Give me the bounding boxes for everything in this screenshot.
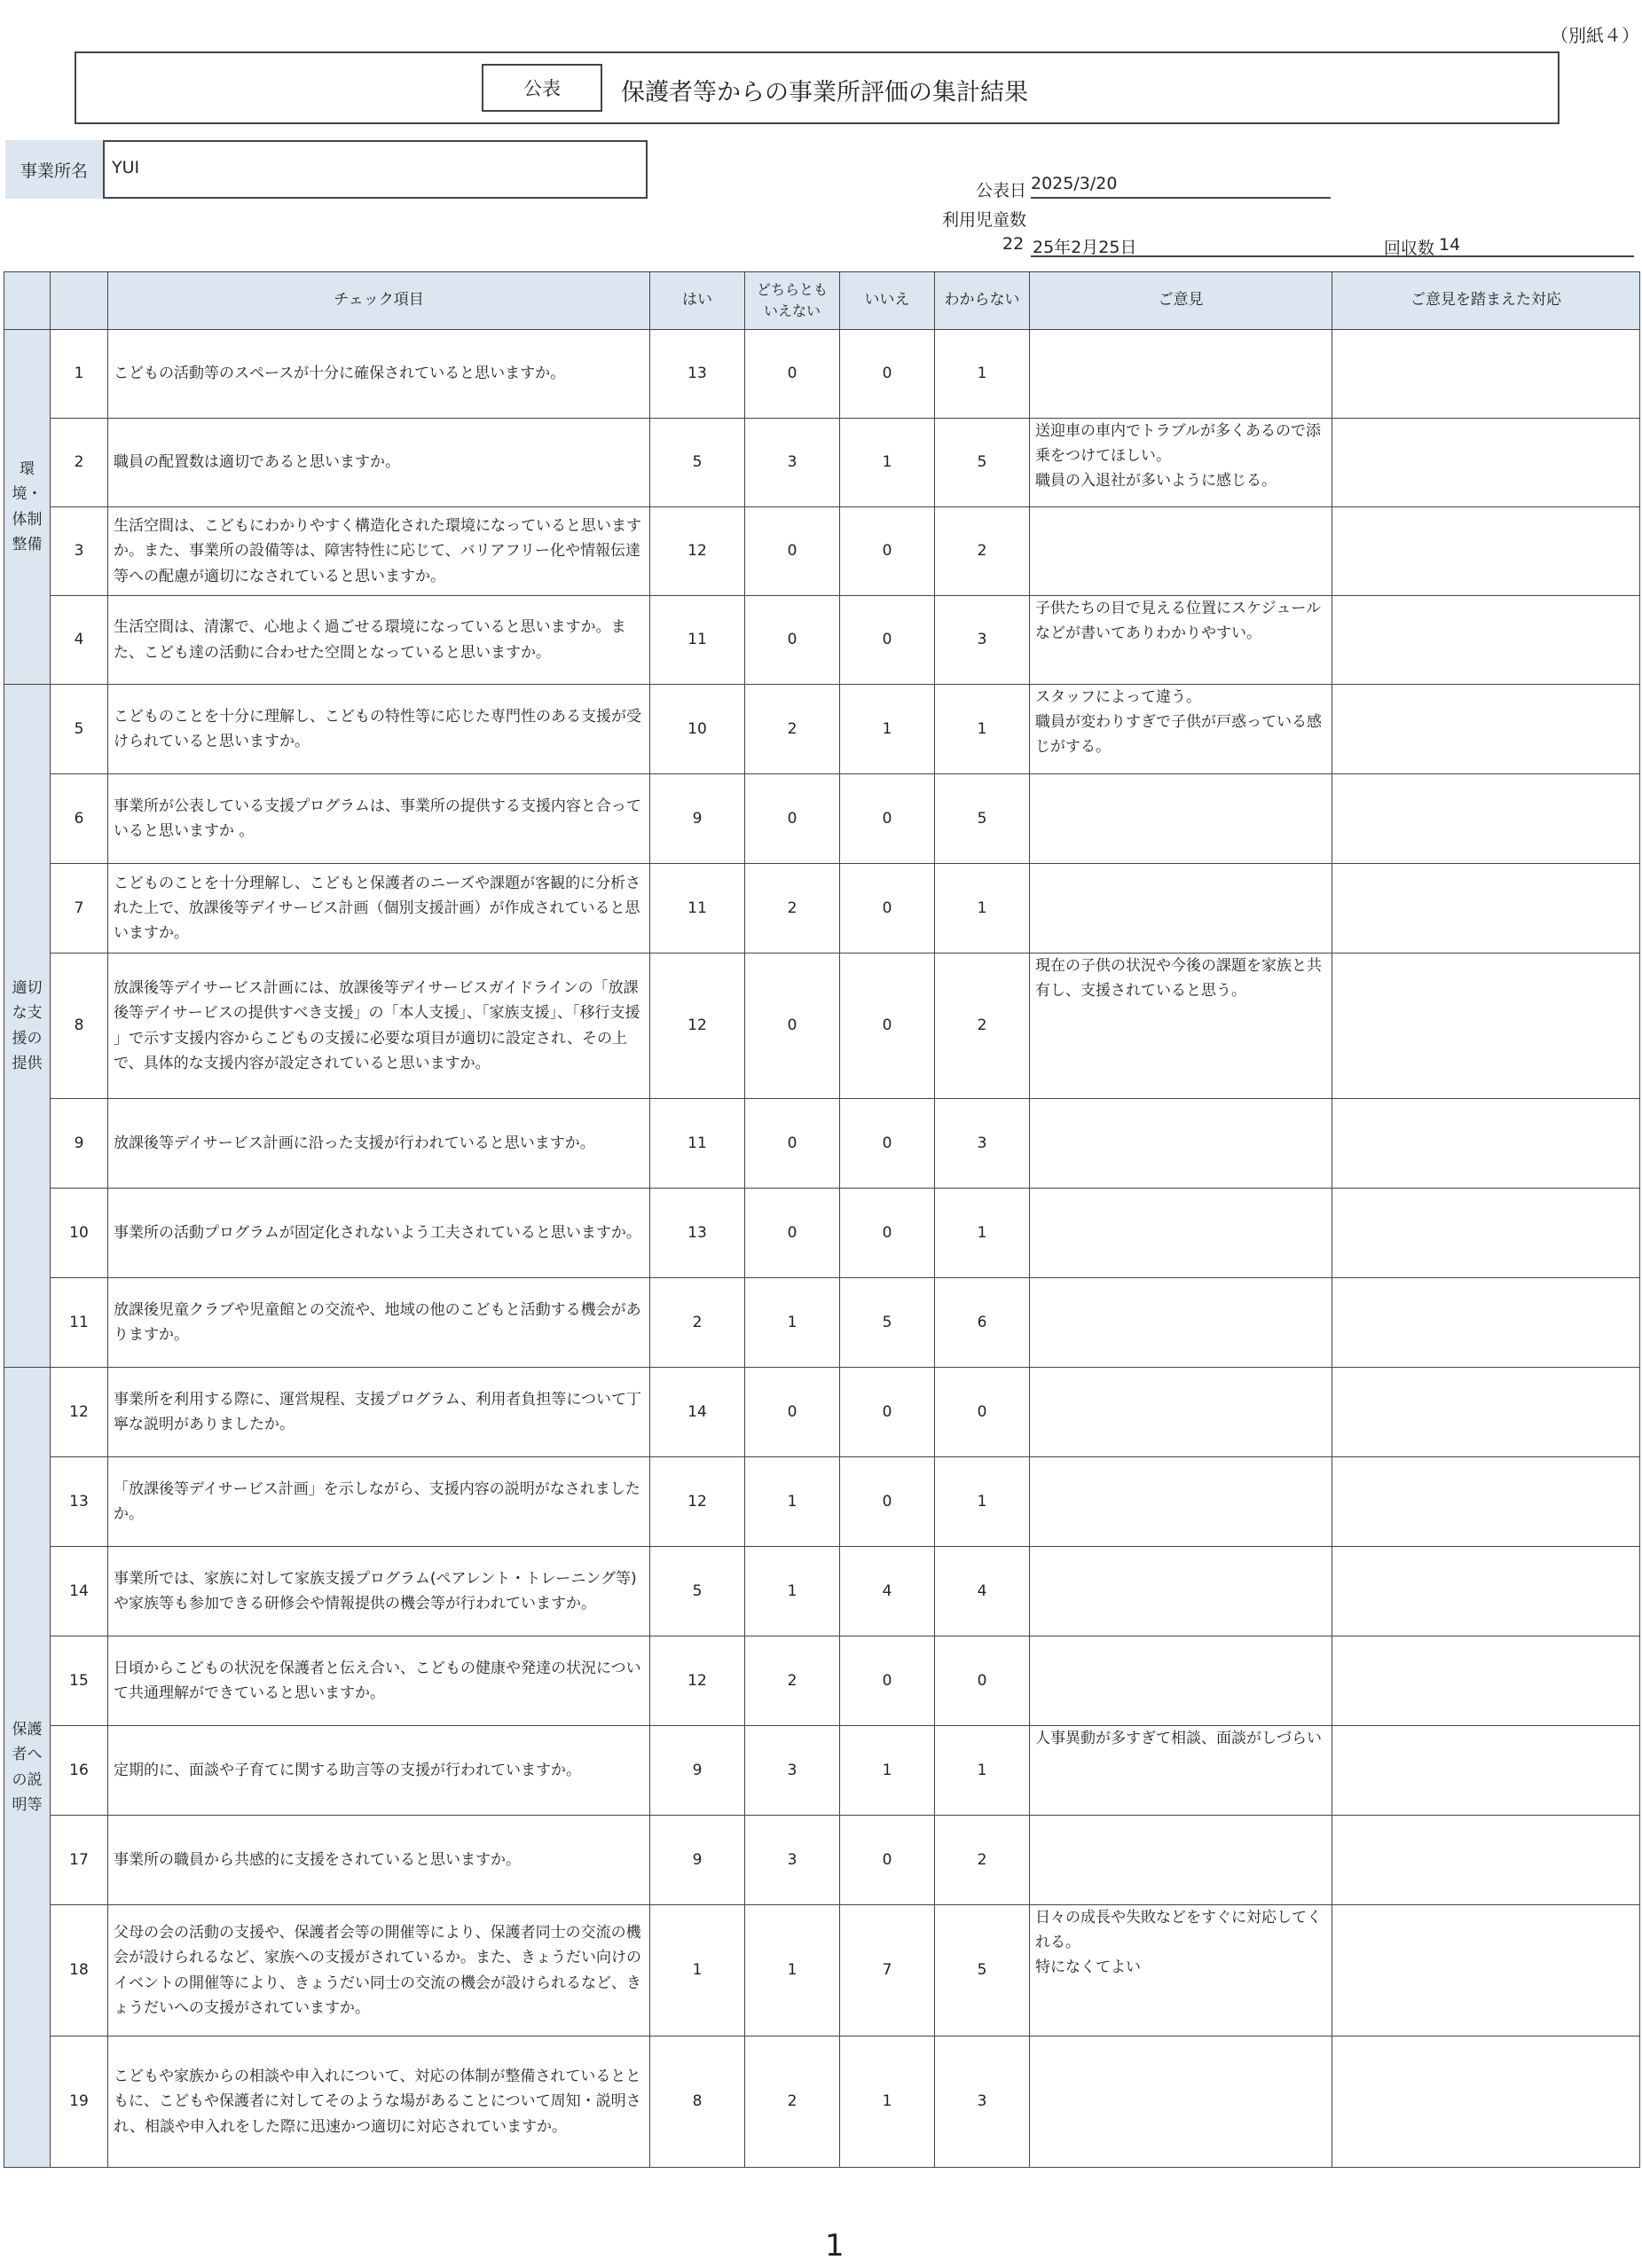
response-cell [1332, 330, 1640, 419]
table-row [4, 685, 1640, 774]
count-no: 4 [840, 1547, 935, 1636]
response-cell [1332, 507, 1640, 596]
count-neither: 0 [745, 774, 840, 864]
response-cell [1332, 1905, 1640, 2036]
count-unknown: 0 [935, 1636, 1030, 1726]
count-unknown: 5 [935, 1905, 1030, 2036]
item-number: 3 [51, 507, 108, 596]
count-no: 0 [840, 1099, 935, 1189]
response-cell [1332, 1189, 1640, 1278]
page-number: 1 [825, 2228, 845, 2264]
count-neither: 1 [745, 1905, 840, 2036]
publish-date: 2025/3/20 [1031, 174, 1331, 199]
item-question: 事業所の活動プログラムが固定化されないよう工夫されていると思いますか。 [108, 1189, 650, 1278]
attachment-label: （別紙４） [1551, 25, 1639, 46]
count-yes: 13 [650, 330, 745, 419]
count-no: 0 [840, 1368, 935, 1457]
table-header-row [4, 272, 1640, 330]
count-neither: 0 [745, 596, 840, 685]
count-neither: 1 [745, 1457, 840, 1547]
header-yes: はい [650, 272, 745, 330]
opinion-cell [1030, 1816, 1332, 1905]
count-unknown: 1 [935, 864, 1030, 954]
item-question: 放課後等デイサービス計画には、放課後等デイサービスガイドラインの「放課後等デイサービスの提供すべき支援」の「本人支援」、「家族支援」、「移行支援 」で示す支援内容からこどもの支援に必要な項目が適切に設定され、その上で、具体的な支援内容が設定されていると思いますか。 [108, 954, 650, 1099]
header-no: いいえ [840, 272, 935, 330]
header-opinion: ご意見 [1030, 272, 1332, 330]
count-unknown: 1 [935, 330, 1030, 419]
count-unknown: 1 [935, 1189, 1030, 1278]
table-row [4, 1905, 1640, 2036]
count-yes: 2 [650, 1278, 745, 1368]
count-unknown: 0 [935, 1368, 1030, 1457]
header-number [51, 272, 108, 330]
count-yes: 12 [650, 1636, 745, 1726]
count-yes: 5 [650, 419, 745, 507]
count-no: 0 [840, 954, 935, 1099]
response-cell [1332, 596, 1640, 685]
count-yes: 13 [650, 1189, 745, 1278]
count-unknown: 2 [935, 507, 1030, 596]
table-row [4, 1278, 1640, 1368]
count-no: 1 [840, 685, 935, 774]
count-neither: 0 [745, 1189, 840, 1278]
response-cell [1332, 419, 1640, 507]
count-unknown: 3 [935, 596, 1030, 685]
count-unknown: 5 [935, 419, 1030, 507]
count-no: 0 [840, 774, 935, 864]
count-unknown: 1 [935, 1726, 1030, 1816]
count-neither: 2 [745, 864, 840, 954]
opinion-cell [1030, 864, 1332, 954]
page-title: 保護者等からの事業所評価の集計結果 [621, 79, 1028, 106]
item-number: 19 [51, 2036, 108, 2168]
category-cell: 環 境・ 体制 整備 [4, 330, 51, 685]
children-count-label: 利用児童数 [942, 210, 1027, 230]
count-yes: 1 [650, 1905, 745, 2036]
responses-label: 回収数 [1384, 239, 1435, 258]
count-neither: 3 [745, 1726, 840, 1816]
count-unknown: 3 [935, 2036, 1030, 2168]
count-yes: 14 [650, 1368, 745, 1457]
item-question: 日頃からこどもの状況を保護者と伝え合い、こどもの健康や発達の状況について共通理解ができていると思いますか。 [108, 1636, 650, 1726]
item-question: 事業所では、家族に対して家族支援プログラム(ペアレント・トレーニング等)や家族等も参加できる研修会や情報提供の機会等が行われていますか。 [108, 1547, 650, 1636]
count-neither: 0 [745, 507, 840, 596]
response-cell [1332, 774, 1640, 864]
count-no: 0 [840, 1457, 935, 1547]
children-count: 22 [1002, 234, 1025, 254]
item-number: 12 [51, 1368, 108, 1457]
item-number: 1 [51, 330, 108, 419]
item-number: 9 [51, 1099, 108, 1189]
count-neither: 2 [745, 1636, 840, 1726]
count-no: 5 [840, 1278, 935, 1368]
response-cell [1332, 864, 1640, 954]
item-number: 15 [51, 1636, 108, 1726]
count-yes: 10 [650, 685, 745, 774]
item-number: 14 [51, 1547, 108, 1636]
table-row [4, 1547, 1640, 1636]
count-neither: 3 [745, 419, 840, 507]
count-yes: 9 [650, 1816, 745, 1905]
item-number: 4 [51, 596, 108, 685]
table-row [4, 864, 1640, 954]
item-question: 放課後児童クラブや児童館との交流や、地域の他のこどもと活動する機会がありますか。 [108, 1278, 650, 1368]
opinion-cell [1030, 1368, 1332, 1457]
count-unknown: 1 [935, 1457, 1030, 1547]
table-row [4, 1816, 1640, 1905]
table-row [4, 1099, 1640, 1189]
item-question: 放課後等デイサービス計画に沿った支援が行われていると思いますか。 [108, 1099, 650, 1189]
count-unknown: 5 [935, 774, 1030, 864]
count-neither: 0 [745, 330, 840, 419]
item-number: 11 [51, 1278, 108, 1368]
opinion-cell [1030, 507, 1332, 596]
count-no: 0 [840, 507, 935, 596]
item-number: 6 [51, 774, 108, 864]
table-row [4, 1636, 1640, 1726]
responses-count: 14 [1439, 235, 1461, 255]
item-question: 父母の会の活動の支援や、保護者会等の開催等により、保護者同士の交流の機会が設けられるなど、家族への支援がされているか。また、きょうだい向けのイベントの開催等により、きょうだい同士の交流の機会が設けられるなど、きょうだいへの支援がされていますか。 [108, 1905, 650, 2036]
count-no: 0 [840, 1636, 935, 1726]
response-cell [1332, 1278, 1640, 1368]
count-yes: 11 [650, 1099, 745, 1189]
header-unknown: わからない [935, 272, 1030, 330]
table-row [4, 2036, 1640, 2168]
count-yes: 12 [650, 507, 745, 596]
count-unknown: 2 [935, 954, 1030, 1099]
item-number: 13 [51, 1457, 108, 1547]
count-no: 0 [840, 864, 935, 954]
count-neither: 0 [745, 1099, 840, 1189]
header-response: ご意見を踏まえた対応 [1332, 272, 1640, 330]
opinion-cell [1030, 774, 1332, 864]
table-row [4, 507, 1640, 596]
item-question: 生活空間は、こどもにわかりやすく構造化された環境になっていると思いますか。また、事業所の設備等は、障害特性に応じて、バリアフリー化や情報伝達等への配慮が適切になされていると思いますか。 [108, 507, 650, 596]
item-number: 8 [51, 954, 108, 1099]
table-row [4, 419, 1640, 507]
item-question: こどもの活動等のスペースが十分に確保されていると思いますか。 [108, 330, 650, 419]
item-question: こどものことを十分に理解し、こどもの特性等に応じた専門性のある支援が受けられていると思いますか。 [108, 685, 650, 774]
item-number: 10 [51, 1189, 108, 1278]
response-cell [1332, 1099, 1640, 1189]
count-no: 0 [840, 1189, 935, 1278]
response-cell [1332, 685, 1640, 774]
count-yes: 11 [650, 864, 745, 954]
count-no: 7 [840, 1905, 935, 2036]
count-yes: 12 [650, 954, 745, 1099]
opinion-cell [1030, 1278, 1332, 1368]
table-row [4, 774, 1640, 864]
count-unknown: 1 [935, 685, 1030, 774]
office-label: 事業所名 [5, 140, 105, 199]
count-no: 0 [840, 330, 935, 419]
publish-date-label: 公表日 [976, 181, 1027, 200]
response-cell [1332, 1726, 1640, 1816]
count-no: 0 [840, 1816, 935, 1905]
table-row [4, 954, 1640, 1099]
survey-table [4, 271, 1640, 2168]
count-yes: 12 [650, 1457, 745, 1547]
table-row [4, 330, 1640, 419]
count-unknown: 2 [935, 1816, 1030, 1905]
count-unknown: 4 [935, 1547, 1030, 1636]
response-cell [1332, 2036, 1640, 2168]
count-neither: 2 [745, 685, 840, 774]
opinion-cell [1030, 1189, 1332, 1278]
count-neither: 0 [745, 1368, 840, 1457]
item-question: 「放課後等デイサービス計画」を示しながら、支援内容の説明がなされましたか。 [108, 1457, 650, 1547]
opinion-cell [1030, 2036, 1332, 2168]
opinion-cell: 日々の成長や失敗などをすぐに対応してくれる。 特になくてよい [1030, 1905, 1332, 2036]
opinion-cell [1030, 1547, 1332, 1636]
response-cell [1332, 1547, 1640, 1636]
response-cell [1332, 1368, 1640, 1457]
item-question: 定期的に、面談や子育てに関する助言等の支援が行われていますか。 [108, 1726, 650, 1816]
table-row [4, 1457, 1640, 1547]
response-cell [1332, 1636, 1640, 1726]
count-no: 1 [840, 2036, 935, 2168]
table-row [4, 596, 1640, 685]
item-question: 生活空間は、清潔で、心地よく過ごせる環境になっていると思いますか。また、こども達の活動に合わせた空間となっていると思いますか。 [108, 596, 650, 685]
item-question: 事業所が公表している支援プログラムは、事業所の提供する支援内容と合っていると思いますか 。 [108, 774, 650, 864]
count-neither: 1 [745, 1547, 840, 1636]
count-yes: 5 [650, 1547, 745, 1636]
count-no: 1 [840, 419, 935, 507]
count-neither: 1 [745, 1278, 840, 1368]
item-number: 17 [51, 1816, 108, 1905]
table-row [4, 1726, 1640, 1816]
header-category [4, 272, 51, 330]
opinion-cell: 現在の子供の状況や今後の課題を家族と共有し、支援されていると思う。 [1030, 954, 1332, 1099]
count-yes: 11 [650, 596, 745, 685]
count-no: 1 [840, 1726, 935, 1816]
header-neither: どちらとも いえない [745, 272, 840, 330]
count-unknown: 3 [935, 1099, 1030, 1189]
table-row [4, 1368, 1640, 1457]
header-item: チェック項目 [108, 272, 650, 330]
item-question: 職員の配置数は適切であると思いますか。 [108, 419, 650, 507]
public-badge: 公表 [482, 64, 602, 112]
item-question: 事業所の職員から共感的に支援をされていると思いますか。 [108, 1816, 650, 1905]
item-number: 2 [51, 419, 108, 507]
opinion-cell [1030, 1457, 1332, 1547]
count-unknown: 6 [935, 1278, 1030, 1368]
opinion-cell [1030, 1636, 1332, 1726]
response-cell [1332, 1457, 1640, 1547]
office-name: YUI [112, 158, 140, 177]
count-yes: 8 [650, 2036, 745, 2168]
item-number: 16 [51, 1726, 108, 1816]
category-cell: 保護 者へ の説 明等 [4, 1368, 51, 2168]
opinion-cell: 人事異動が多すぎて相談、面談がしづらい [1030, 1726, 1332, 1816]
count-neither: 0 [745, 954, 840, 1099]
item-question: こどものことを十分理解し、こどもと保護者のニーズや課題が客観的に分析された上で、放課後等デイサービス計画（個別支援計画）が作成されていると思いますか。 [108, 864, 650, 954]
count-yes: 9 [650, 774, 745, 864]
category-cell: 適切 な支 援の 提供 [4, 685, 51, 1368]
response-cell [1332, 1816, 1640, 1905]
item-number: 5 [51, 685, 108, 774]
item-number: 7 [51, 864, 108, 954]
opinion-cell [1030, 1099, 1332, 1189]
count-neither: 3 [745, 1816, 840, 1905]
opinion-cell [1030, 330, 1332, 419]
opinion-cell: 送迎車の車内でトラブルが多くあるので添乗をつけてほしい。 職員の入退社が多いように感じる。 [1030, 419, 1332, 507]
opinion-cell: スタッフによって違う。 職員が変わりすぎで子供が戸惑っている感じがする。 [1030, 685, 1332, 774]
table-row [4, 1189, 1640, 1278]
count-neither: 2 [745, 2036, 840, 2168]
count-yes: 9 [650, 1726, 745, 1816]
count-no: 0 [840, 596, 935, 685]
survey-date: 25年2月25日 [1033, 238, 1137, 257]
item-number: 18 [51, 1905, 108, 2036]
opinion-cell: 子供たちの目で見える位置にスケジュールなどが書いてありわかりやすい。 [1030, 596, 1332, 685]
item-question: 事業所を利用する際に、運営規程、支援プログラム、利用者負担等について丁寧な説明がありましたか。 [108, 1368, 650, 1457]
response-cell [1332, 954, 1640, 1099]
item-question: こどもや家族からの相談や申入れについて、対応の体制が整備されているとともに、こどもや保護者に対してそのような場があることについて周知・説明され、相談や申入れをした際に迅速かつ適切に対応されていますか。 [108, 2036, 650, 2168]
